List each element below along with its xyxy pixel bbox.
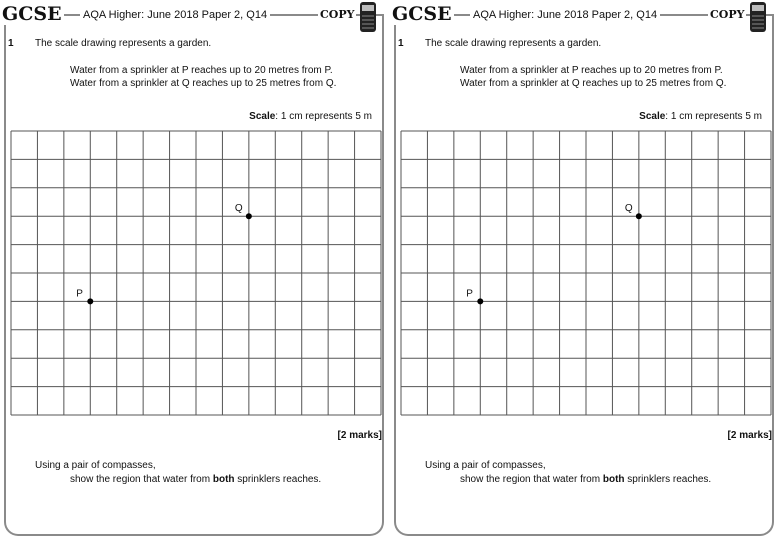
copy-label: COPY xyxy=(320,8,355,21)
brand-logo: GCSE xyxy=(392,3,452,25)
instruction-text-end: sprinklers reaches. xyxy=(624,474,712,485)
paper-title: AQA Higher: June 2018 Paper 2, Q14 xyxy=(80,9,270,21)
instruction-emphasis: both xyxy=(602,474,625,485)
instruction-text: show the region that water from xyxy=(460,474,603,485)
worksheet-copy-right xyxy=(390,0,778,540)
marks-label: [2 marks] xyxy=(337,430,382,441)
sprinkler-label-p: P xyxy=(76,288,83,300)
sprinkler-label-p: P xyxy=(466,288,473,300)
instruction-text: show the region that water from xyxy=(70,474,213,485)
scale-value: : 1 cm represents 5 m xyxy=(275,111,372,122)
instruction-line-1: Using a pair of compasses, xyxy=(425,460,546,471)
scale-label: Scale xyxy=(249,111,276,122)
worksheet-copy-left xyxy=(0,0,388,540)
scale-label: Scale xyxy=(639,111,666,122)
scale-note xyxy=(249,111,372,122)
scale-drawing-grid[interactable] xyxy=(10,130,382,416)
calculator-icon xyxy=(750,2,766,32)
sprinkler-p-text: Water from a sprinkler at P reaches up to 20 metres from P. xyxy=(460,65,723,76)
scale-value: : 1 cm represents 5 m xyxy=(665,111,762,122)
scale-drawing-grid[interactable] xyxy=(400,130,772,416)
question-intro: The scale drawing represents a garden. xyxy=(35,38,212,49)
sprinkler-q-text: Water from a sprinkler at Q reaches up to 25 metres from Q. xyxy=(70,78,337,89)
instruction-text-end: sprinklers reaches. xyxy=(234,474,322,485)
instruction-emphasis: both xyxy=(212,474,235,485)
sprinkler-label-q: Q xyxy=(234,203,243,215)
question-number: 1 xyxy=(8,38,14,49)
sprinkler-point-q xyxy=(246,213,252,219)
scale-note xyxy=(639,111,762,122)
sprinkler-p-text: Water from a sprinkler at P reaches up to 20 metres from P. xyxy=(70,65,333,76)
marks-label: [2 marks] xyxy=(727,430,772,441)
sprinkler-label-q: Q xyxy=(624,203,633,215)
calculator-icon xyxy=(360,2,376,32)
sprinkler-point-p xyxy=(87,298,93,304)
paper-title: AQA Higher: June 2018 Paper 2, Q14 xyxy=(470,9,660,21)
brand-logo: GCSE xyxy=(2,3,62,25)
question-number: 1 xyxy=(398,38,404,49)
sprinkler-q-text: Water from a sprinkler at Q reaches up to 25 metres from Q. xyxy=(460,78,727,89)
instruction-line-1: Using a pair of compasses, xyxy=(35,460,156,471)
copy-label: COPY xyxy=(710,8,745,21)
sprinkler-point-q xyxy=(636,213,642,219)
question-intro: The scale drawing represents a garden. xyxy=(425,38,602,49)
instruction-line-2 xyxy=(70,474,321,485)
sprinkler-point-p xyxy=(477,298,483,304)
instruction-line-2 xyxy=(460,474,711,485)
